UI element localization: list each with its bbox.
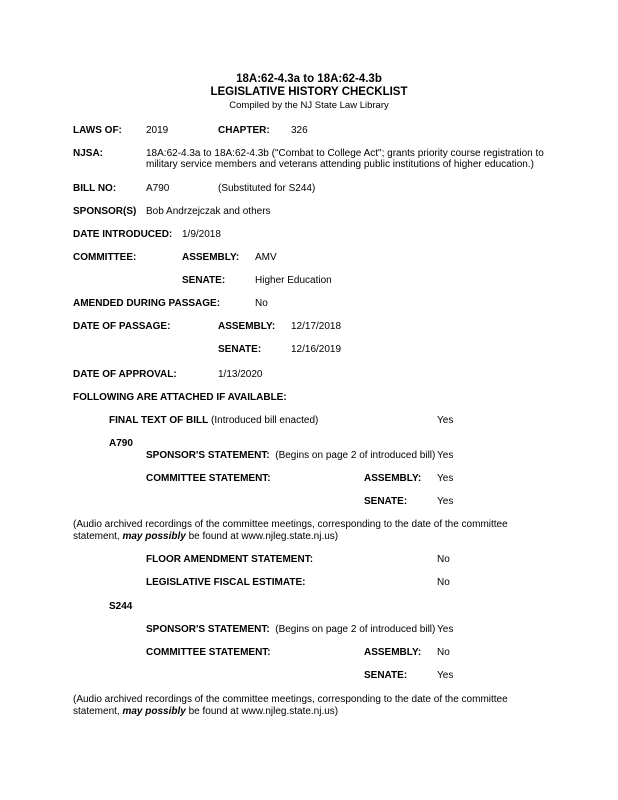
chapter-value: 326 — [291, 125, 308, 136]
njsa-line-1: 18A:62-4.3a to 18A:62-4.3b ("Combat to College Act"; grants priority course registration to — [146, 148, 544, 159]
a790-sponsor-value: Yes — [437, 450, 454, 461]
s244-committee-assembly-label: ASSEMBLY: — [364, 647, 422, 658]
a790-committee-assembly-label: ASSEMBLY: — [364, 473, 422, 484]
audio-note-2-line-2 — [73, 706, 338, 718]
committee-senate-value: Higher Education — [255, 275, 332, 286]
final-text-note: (Introduced bill enacted) — [211, 415, 319, 426]
amended-label: AMENDED DURING PASSAGE: — [73, 298, 221, 309]
s244-sponsor-note: (Begins on page 2 of introduced bill) — [275, 624, 436, 635]
bill-substituted-note: (Substituted for S244) — [218, 183, 316, 194]
date-introduced-value: 1/9/2018 — [182, 229, 221, 240]
bill-no-value: A790 — [146, 183, 170, 194]
audio-note-2-emphasis: may possibly — [122, 706, 186, 717]
final-text-row — [109, 415, 318, 427]
approval-label: DATE OF APPROVAL: — [73, 369, 177, 380]
s244-sponsor-value: Yes — [437, 624, 454, 635]
committee-senate-label: SENATE: — [182, 275, 226, 286]
page-subtitle: LEGISLATIVE HISTORY CHECKLIST — [210, 86, 408, 98]
final-text-value: Yes — [437, 415, 454, 426]
passage-assembly-value: 12/17/2018 — [291, 321, 342, 332]
s244-committee-senate-label: SENATE: — [364, 670, 408, 681]
a790-heading: A790 — [109, 438, 133, 449]
passage-senate-value: 12/16/2019 — [291, 344, 342, 355]
date-introduced-label: DATE INTRODUCED: — [73, 229, 173, 240]
attached-heading: FOLLOWING ARE ATTACHED IF AVAILABLE: — [73, 392, 287, 403]
audio-note-1-line-2 — [73, 531, 338, 543]
audio-note-2-line-1: (Audio archived recordings of the committee meetings, corresponding to the date of the committee — [73, 694, 508, 705]
s244-heading: S244 — [109, 601, 133, 612]
njsa-label: NJSA: — [73, 148, 104, 159]
s244-sponsor-row — [146, 624, 435, 636]
laws-of-value: 2019 — [146, 125, 169, 136]
a790-committee-label: COMMITTEE STATEMENT: — [146, 473, 271, 484]
a790-floor-label: FLOOR AMENDMENT STATEMENT: — [146, 554, 314, 565]
a790-sponsor-label: SPONSOR'S STATEMENT: — [146, 450, 270, 461]
njsa-line-2: military service members and veterans attending public institutions of higher education.) — [146, 159, 534, 170]
audio-note-1-emphasis: may possibly — [122, 531, 186, 542]
audio-note-2-pre: statement, — [73, 706, 123, 717]
s244-committee-senate-value: Yes — [437, 670, 454, 681]
a790-fiscal-label: LEGISLATIVE FISCAL ESTIMATE: — [146, 577, 306, 588]
sponsors-label: SPONSOR(S) — [73, 206, 137, 217]
committee-assembly-value: AMV — [255, 252, 277, 263]
passage-assembly-label: ASSEMBLY: — [218, 321, 276, 332]
amended-value: No — [255, 298, 268, 309]
a790-committee-senate-label: SENATE: — [364, 496, 408, 507]
audio-note-1-line-1: (Audio archived recordings of the committee meetings, corresponding to the date of the committee — [73, 519, 508, 530]
a790-committee-senate-value: Yes — [437, 496, 454, 507]
page-title: 18A:62-4.3a to 18A:62-4.3b — [236, 73, 382, 85]
a790-fiscal-value: No — [437, 577, 450, 588]
s244-committee-assembly-value: No — [437, 647, 450, 658]
approval-value: 1/13/2020 — [218, 369, 263, 380]
final-text-label: FINAL TEXT OF BILL — [109, 415, 209, 426]
passage-senate-label: SENATE: — [218, 344, 262, 355]
a790-sponsor-note: (Begins on page 2 of introduced bill) — [275, 450, 436, 461]
passage-label: DATE OF PASSAGE: — [73, 321, 171, 332]
a790-floor-value: No — [437, 554, 450, 565]
a790-committee-assembly-value: Yes — [437, 473, 454, 484]
laws-of-label: LAWS OF: — [73, 125, 122, 136]
committee-label: COMMITTEE: — [73, 252, 137, 263]
sponsors-value: Bob Andrzejczak and others — [146, 206, 271, 217]
audio-note-1-pre: statement, — [73, 531, 123, 542]
s244-committee-label: COMMITTEE STATEMENT: — [146, 647, 271, 658]
audio-note-1-post: be found at www.njleg.state.nj.us) — [185, 531, 339, 542]
bill-no-label: BILL NO: — [73, 183, 117, 194]
s244-sponsor-label: SPONSOR'S STATEMENT: — [146, 624, 270, 635]
audio-note-2-post: be found at www.njleg.state.nj.us) — [185, 706, 339, 717]
committee-assembly-label: ASSEMBLY: — [182, 252, 240, 263]
chapter-label: CHAPTER: — [218, 125, 270, 136]
compiled-by: Compiled by the NJ State Law Library — [229, 100, 389, 111]
a790-sponsor-row — [146, 450, 435, 462]
